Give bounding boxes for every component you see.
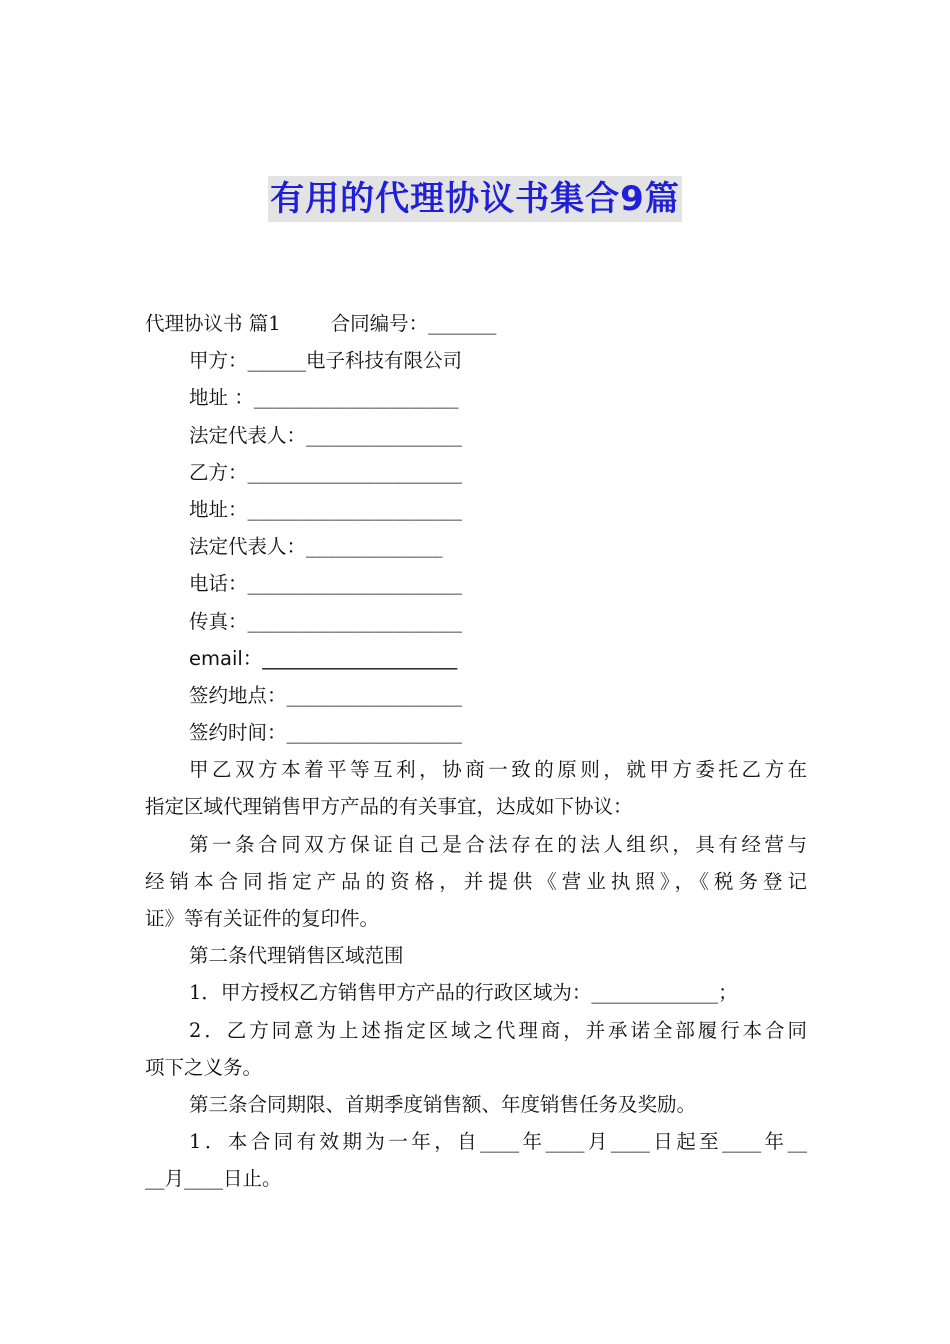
article-2-item-2-line-2: 项下之义务。 bbox=[145, 1055, 263, 1079]
section-heading: 代理协议书 篇1 bbox=[145, 312, 281, 335]
fax-field: 传真：______________________ bbox=[189, 609, 463, 633]
article-1-line-1: 第一条合同双方保证自己是合法存在的法人组织，具有经营与 bbox=[189, 832, 807, 856]
contract-number: 合同编号：_______ bbox=[330, 312, 497, 335]
title-area bbox=[0, 176, 950, 222]
article-2-item-1: 1．甲方授权乙方销售甲方产品的行政区域为：_____________； bbox=[189, 981, 738, 1005]
email-field: email：____________________ bbox=[189, 646, 458, 670]
article-3-item-1-line-1: 1．本合同有效期为一年，自____年____月____日起至____年__ bbox=[189, 1130, 807, 1154]
article-3-item-1-line-2: __月____日止。 bbox=[145, 1167, 282, 1191]
sign-place-field: 签约地点：__________________ bbox=[189, 683, 463, 707]
party-a-field: 甲方：______电子科技有限公司 bbox=[189, 349, 463, 373]
phone-field: 电话：______________________ bbox=[189, 572, 463, 596]
party-b-field: 乙方：______________________ bbox=[189, 460, 463, 484]
intro-paragraph-line-2: 指定区域代理销售甲方产品的有关事宜，达成如下协议： bbox=[145, 795, 633, 819]
legal-rep-b-field: 法定代表人：______________ bbox=[189, 535, 443, 559]
legal-rep-a-field: 法定代表人：________________ bbox=[189, 423, 463, 447]
article-3-title: 第三条合同期限、首期季度销售额、年度销售任务及奖励。 bbox=[189, 1092, 697, 1116]
header-line bbox=[145, 305, 807, 342]
document-title: 有用的代理协议书集合9篇 bbox=[268, 176, 682, 222]
address-a-field: 地址 ：_____________________ bbox=[189, 386, 459, 410]
intro-paragraph-line-1: 甲乙双方本着平等互利，协商一致的原则，就甲方委托乙方在 bbox=[189, 758, 807, 782]
document-body bbox=[145, 305, 807, 1198]
article-2-title: 第二条代理销售区域范围 bbox=[189, 944, 404, 968]
sign-time-field: 签约时间：__________________ bbox=[189, 721, 463, 745]
article-2-item-2-line-1: 2．乙方同意为上述指定区域之代理商，并承诺全部履行本合同 bbox=[189, 1018, 807, 1042]
article-1-line-2: 经销本合同指定产品的资格，并提供《营业执照》，《税务登记 bbox=[145, 869, 807, 893]
article-1-line-3: 证》等有关证件的复印件。 bbox=[145, 907, 380, 930]
address-b-field: 地址：______________________ bbox=[189, 497, 463, 521]
